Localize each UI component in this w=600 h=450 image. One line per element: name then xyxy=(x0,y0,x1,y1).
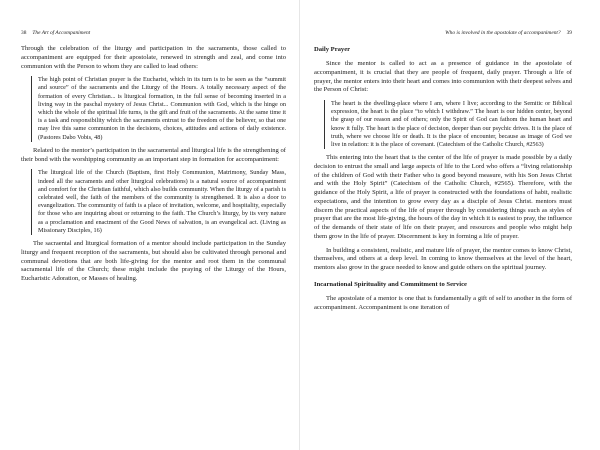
block-quote xyxy=(324,100,572,149)
block-quote xyxy=(31,169,286,235)
page-number-left: 38 xyxy=(21,30,27,36)
running-head-title-right: Who is involved in the apostolate of accompaniment? xyxy=(445,30,561,36)
running-head-right xyxy=(314,30,572,39)
block-quote-text: The high point of Christian prayer is the Eucharist, which in its turn is to be seen as the “summit and source” of the sacraments and the Liturgy of the Hours. A totally necessary aspect of the formation of every Christian... is liturgical formation, in the full sense of becoming inserted in a living way in the paschal mystery of Jesus Christ... Communion with God, which is the hinge on which the whole of the spiritual life turns, is the gift and fruit of the sacraments. At the same time it is a task and responsibility which the sacraments entrust to the freedom of the believer, so that one may live this same communion in the decisions, choices, attitudes and actions of daily existence. (Pastores Dabo Vobis, 48) xyxy=(38,76,286,141)
section-heading: Incarnational Spirituality and Commitment to Service xyxy=(314,280,467,288)
body-paragraph: The apostolate of a mentor is one that is fundamentally a gift of self to another in the form of accompaniment. Accompaniment is one iteration of xyxy=(314,294,572,311)
body-paragraph: This entering into the heart that is the center of the life of prayer is made possible by a daily decision to entrust the small and large aspects of life to the Lord who offers a “living relationship of the children of God with their Father who is good beyond measure, with his Son Jesus Christ and with the Holy Spirit” (Catechism of the Catholic Church, #2565). Therefore, with the guidance of the Holy Spirit, a life of prayer is constructed with the foundations of habit, realistic expectations, and the intention to grow every day as a disciple of Jesus Christ. mentors must discern the practical aspects of the life of prayer through by considering things such as styles of prayer that are the most life-giving, the hours of the day in which it is easiest to pray, the influence of the demands of their state of life on their prayer, and resources and people who might help them grow in the life of prayer. Discernment is key in forming a life of prayer. xyxy=(314,154,572,240)
body-paragraph: Through the celebration of the liturgy and participation in the sacraments, those called to accompaniment are equipped for their apostolate, renewed in strength and zeal, and come into communion with the Person to whom they are called to lead others: xyxy=(21,45,286,70)
page-number-right: 39 xyxy=(566,30,572,36)
body-paragraph: Since the mentor is called to act as a presence of guidance in the apostolate of accompaniment, it is crucial that they are people of frequent, daily prayer. Through a life of prayer, the mentor enters into their heart and comes into communion with their deepest selves and the Person of Christ: xyxy=(314,60,572,94)
section-heading: Daily Prayer xyxy=(314,46,351,53)
running-head-title-left: The Art of Accompaniment xyxy=(32,30,91,36)
block-quote-text: The heart is the dwelling-place where I am, where I live; according to the Semitic or Biblical expression, the heart is the place “to which I withdraw.” The heart is our hidden center, beyond the grasp of our reason and of others; only the Spirit of God can fathom the human heart and know it fully. The heart is the place of decision, deeper than our psychic drives. It is the place of truth, where we choose life or death. It is the place of encounter, because as image of God we live in relation: it is the place of covenant. (Catechism of the Catholic Church, #2563) xyxy=(331,100,572,149)
block-quote xyxy=(31,76,286,142)
right-page xyxy=(300,0,600,450)
block-quote-text: The liturgical life of the Church (Baptism, first Holy Communion, Matrimony, Sunday Mass, indeed all the sacraments and other liturgical celebrations) is a natural source of accompaniment and comfort for the Christian faithful, which also builds community. When the liturgy of a parish is celebrated well, the faith of the members of the community is strengthened. It is also a door to evangelization. The community of faith is a place of invitation, welcome, and hospitality, especially for those who are inquiring about or returning to the faith. The Church’s liturgy, by its very nature as a proclamation and enactment of the Good News of salvation, is an evangelical act. (Living as Missionary Disciples, 16) xyxy=(38,169,286,234)
body-paragraph: The sacraental and liturgical formation of a mentor should include participation in the Sunday liturgy and frequent reception of the sacraments, but should also be cultivated through personal and communal devotions that are both life-giving for the mentor and root them in the communal sacramental life of the Church; these might include the praying of the Liturgy of the Hours, Eucharistic Adoration, or Masses of healing. xyxy=(21,240,286,282)
running-head-left xyxy=(21,30,286,39)
body-paragraph: Related to the mentor’s participation in the sacramental and liturgical life is the strengthening of their bond with the worshipping community as an important step in formation for accompaniment: xyxy=(21,146,286,163)
body-paragraph: In building a consistent, realistic, and mature life of prayer, the mentor comes to know Christ, themselves, and others at a deep level. In coming to know themselves at the level of the heart, mentors also grow in the grace needed to know and guide others on the spiritual journey. xyxy=(314,246,572,272)
